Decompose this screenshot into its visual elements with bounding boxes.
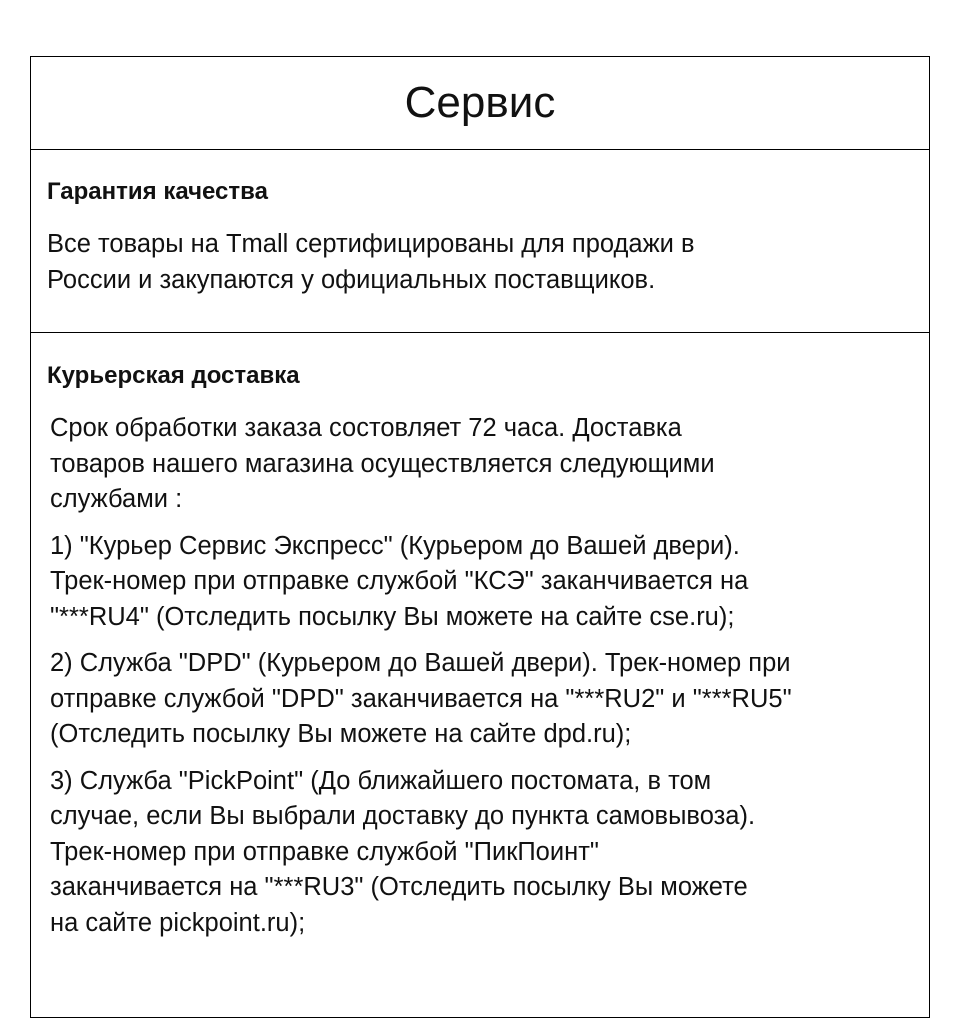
text-line: "***RU4" (Отследить посылку Вы можете на сайте cse.ru); bbox=[50, 602, 735, 631]
text-line: заканчивается на "***RU3" (Отследить посылку Вы можете bbox=[50, 873, 748, 901]
text-line: службами : bbox=[50, 485, 183, 513]
courier-delivery-section bbox=[31, 333, 929, 941]
text-line: на сайте pickpoint.ru); bbox=[50, 908, 306, 937]
paragraph bbox=[50, 411, 929, 518]
text-line: Трек-номер при отправке службой "ПикПоинт" bbox=[50, 837, 599, 866]
text-line: России и закупаются у официальных поставщиков. bbox=[47, 265, 656, 294]
text-line: 3) Служба "PickPoint" (До ближайшего постомата, в том bbox=[50, 766, 712, 795]
text-line: Трек-номер при отправке службой "КСЭ" заканчивается на bbox=[50, 567, 749, 595]
title-row bbox=[31, 57, 929, 150]
paragraph bbox=[50, 764, 929, 942]
page-title: Сервис bbox=[404, 78, 556, 127]
quality-guarantee-section bbox=[31, 150, 929, 333]
paragraph bbox=[47, 227, 929, 298]
text-line: Все товары на Tmall сертифицированы для продажи в bbox=[47, 230, 695, 258]
section-heading: Курьерская доставка bbox=[47, 362, 300, 389]
paragraph bbox=[50, 529, 929, 636]
service-info-table bbox=[30, 56, 930, 1018]
text-line: товаров нашего магазина осуществляется следующими bbox=[50, 449, 715, 478]
text-line: Срок обработки заказа состовляет 72 часа. Доставка bbox=[50, 414, 682, 442]
text-line: 2) Служба "DPD" (Курьером до Вашей двери). Трек-номер при bbox=[50, 649, 791, 677]
text-line: (Отследить посылку Вы можете на сайте dpd.ru); bbox=[50, 720, 632, 748]
text-line: случае, если Вы выбрали доставку до пункта самовывоза). bbox=[50, 802, 756, 830]
section-heading: Гарантия качества bbox=[47, 178, 268, 205]
paragraph bbox=[50, 646, 929, 753]
text-line: отправке службой "DPD" заканчивается на "***RU2" и "***RU5" bbox=[50, 684, 792, 713]
text-line: 1) "Курьер Сервис Экспресс" (Курьером до Вашей двери). bbox=[50, 531, 740, 560]
